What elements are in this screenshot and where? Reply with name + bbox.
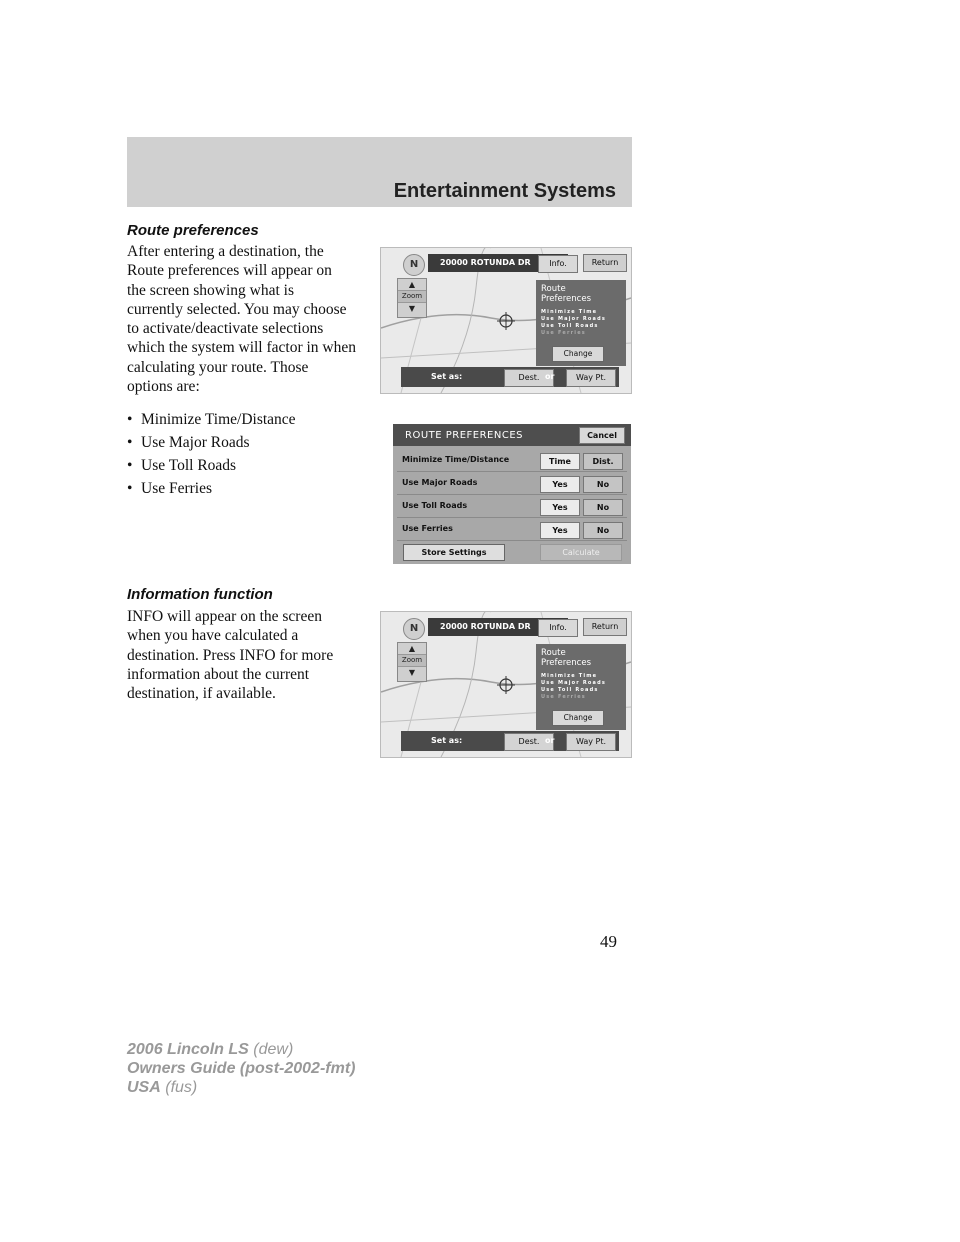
route-preferences-heading: Route preferences bbox=[127, 222, 259, 239]
info-button[interactable]: Info. bbox=[538, 619, 578, 637]
pref-item: Use Toll Roads bbox=[541, 687, 599, 693]
footer-guide: Owners Guide (post-2002-fmt) bbox=[127, 1060, 356, 1077]
zoom-out-icon[interactable]: ▼ bbox=[408, 304, 416, 313]
pref-item: Use Ferries bbox=[541, 330, 586, 336]
or-label: or bbox=[545, 372, 555, 381]
panel-title-line: Route bbox=[541, 648, 566, 658]
store-settings-button[interactable]: Store Settings bbox=[403, 544, 505, 561]
bullet-icon: • bbox=[127, 411, 133, 428]
set-as-label: Set as: bbox=[431, 372, 463, 381]
list-item bbox=[127, 408, 296, 431]
zoom-in-icon[interactable]: ▲ bbox=[408, 280, 416, 289]
paragraph-line: destination, if available. bbox=[127, 685, 276, 703]
route-preferences-panel bbox=[536, 280, 626, 366]
paragraph-line: when you have calculated a bbox=[127, 627, 299, 645]
rp-title: ROUTE PREFERENCES bbox=[405, 430, 524, 441]
list-item bbox=[127, 477, 296, 500]
zoom-control bbox=[397, 642, 427, 682]
footer-model: 2006 Lincoln LS bbox=[127, 1041, 249, 1058]
time-button[interactable]: Time bbox=[540, 453, 580, 470]
no-button[interactable]: No bbox=[583, 476, 623, 493]
list-item-label: Minimize Time/Distance bbox=[141, 411, 296, 428]
panel-title-line: Preferences bbox=[541, 294, 591, 304]
way-point-button[interactable]: Way Pt. bbox=[566, 369, 616, 387]
cancel-button[interactable]: Cancel bbox=[579, 427, 625, 444]
or-label: or bbox=[545, 736, 555, 745]
information-function-paragraph bbox=[127, 607, 385, 703]
nav-map-screenshot bbox=[380, 611, 632, 758]
yes-button[interactable]: Yes bbox=[540, 522, 580, 539]
list-item-label: Use Ferries bbox=[141, 480, 213, 497]
list-item bbox=[127, 431, 296, 454]
rp-row-label: Minimize Time/Distance bbox=[402, 455, 510, 464]
footer-line bbox=[127, 1040, 355, 1059]
nav-map-screenshot bbox=[380, 247, 632, 394]
compass-icon[interactable]: N bbox=[403, 618, 425, 640]
paragraph-line: information about the current bbox=[127, 665, 310, 683]
rp-row-label: Use Major Roads bbox=[402, 478, 478, 487]
set-as-bar bbox=[401, 731, 619, 751]
paragraph-line: the screen showing what is bbox=[127, 281, 295, 299]
section-title: Entertainment Systems bbox=[393, 180, 616, 202]
bullet-icon: • bbox=[127, 457, 133, 474]
footer-line bbox=[127, 1059, 355, 1078]
zoom-label: Zoom bbox=[398, 654, 426, 667]
pref-item: Use Ferries bbox=[541, 694, 586, 700]
no-button[interactable]: No bbox=[583, 499, 623, 516]
zoom-label: Zoom bbox=[398, 290, 426, 303]
list-item-label: Use Toll Roads bbox=[141, 457, 237, 474]
return-button[interactable]: Return bbox=[583, 254, 627, 272]
info-button[interactable]: Info. bbox=[538, 255, 578, 273]
set-as-bar bbox=[401, 367, 619, 387]
pref-item: Minimize Time bbox=[541, 309, 598, 315]
rp-row bbox=[397, 451, 627, 472]
crosshair-icon bbox=[497, 312, 515, 330]
rp-row-label: Use Toll Roads bbox=[402, 501, 468, 510]
paragraph-line: After entering a destination, the bbox=[127, 243, 324, 260]
route-options-list bbox=[127, 408, 296, 500]
zoom-control bbox=[397, 278, 427, 318]
panel-title-line: Preferences bbox=[541, 658, 591, 668]
panel-title bbox=[541, 284, 621, 304]
header-band bbox=[127, 137, 632, 207]
rp-row bbox=[397, 497, 627, 518]
rp-row bbox=[397, 520, 627, 541]
dist-button[interactable]: Dist. bbox=[583, 453, 623, 470]
list-item-label: Use Major Roads bbox=[141, 434, 250, 451]
pref-item: Minimize Time bbox=[541, 673, 598, 679]
paragraph-line: destination. Press INFO for more bbox=[127, 646, 334, 664]
footer-market: USA bbox=[127, 1079, 161, 1096]
crosshair-icon bbox=[497, 676, 515, 694]
paragraph-line: currently selected. You may choose bbox=[127, 300, 347, 318]
pref-item: Use Toll Roads bbox=[541, 323, 599, 329]
return-button[interactable]: Return bbox=[583, 618, 627, 636]
paragraph-line: Route preferences will appear on bbox=[127, 262, 332, 280]
no-button[interactable]: No bbox=[583, 522, 623, 539]
dest-button[interactable]: Dest. bbox=[504, 369, 554, 387]
change-button[interactable]: Change bbox=[552, 346, 604, 362]
panel-title bbox=[541, 648, 621, 668]
panel-title-line: Route bbox=[541, 284, 566, 294]
yes-button[interactable]: Yes bbox=[540, 499, 580, 516]
bullet-icon: • bbox=[127, 434, 133, 451]
footer-code: (fus) bbox=[165, 1079, 198, 1096]
route-preferences-paragraph bbox=[127, 242, 385, 396]
paragraph-line: to activate/deactivate selections bbox=[127, 320, 324, 338]
paragraph-line: calculating your route. Those bbox=[127, 358, 309, 376]
destination-address: 20000 ROTUNDA DR bbox=[428, 618, 568, 636]
pref-item: Use Major Roads bbox=[541, 680, 607, 686]
way-point-button[interactable]: Way Pt. bbox=[566, 733, 616, 751]
route-preferences-panel bbox=[536, 644, 626, 730]
route-preferences-screenshot bbox=[393, 424, 631, 564]
paragraph-line: INFO will appear on the screen bbox=[127, 608, 322, 625]
paragraph-line: which the system will factor in when bbox=[127, 339, 357, 357]
rp-row-label: Use Ferries bbox=[402, 524, 453, 533]
yes-button[interactable]: Yes bbox=[540, 476, 580, 493]
pref-item: Use Major Roads bbox=[541, 316, 607, 322]
zoom-in-icon[interactable]: ▲ bbox=[408, 644, 416, 653]
rp-row bbox=[397, 474, 627, 495]
footer-line bbox=[127, 1078, 355, 1097]
bullet-icon: • bbox=[127, 480, 133, 497]
compass-icon[interactable]: N bbox=[403, 254, 425, 276]
calculate-button[interactable]: Calculate bbox=[540, 544, 622, 561]
rp-header bbox=[393, 424, 631, 446]
page-number: 49 bbox=[600, 932, 617, 951]
zoom-out-icon[interactable]: ▼ bbox=[408, 668, 416, 677]
paragraph-line: options are: bbox=[127, 378, 200, 396]
set-as-label: Set as: bbox=[431, 736, 463, 745]
footer-code: (dew) bbox=[253, 1041, 294, 1058]
change-button[interactable]: Change bbox=[552, 710, 604, 726]
list-item bbox=[127, 454, 296, 477]
footer bbox=[127, 1040, 355, 1097]
information-function-heading: Information function bbox=[127, 586, 273, 603]
dest-button[interactable]: Dest. bbox=[504, 733, 554, 751]
destination-address: 20000 ROTUNDA DR bbox=[428, 254, 568, 272]
